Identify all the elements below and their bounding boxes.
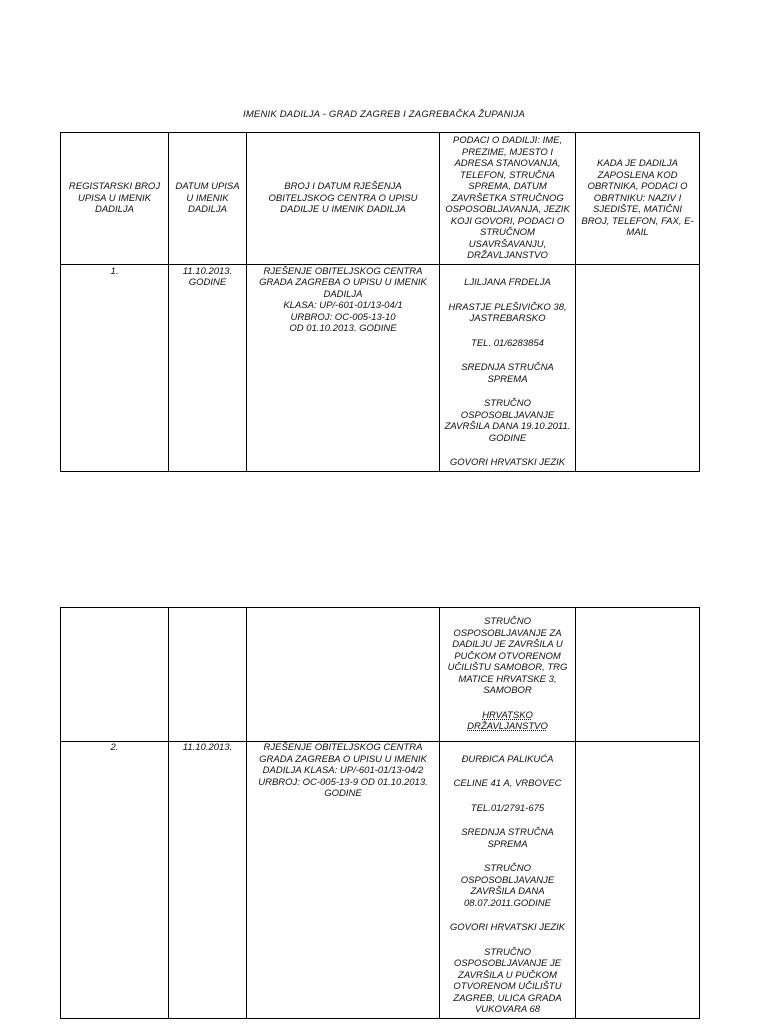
header-nanny-info: PODACI O DADILJI: IME, PREZIME, MJESTO I ADRESA STANOVANJA, TELEFON, STRUČNA SPREMA, DATUM ZAVRŠETKA STRUČNOG OSPOSOBLJAVANJA, JEZIK KOJI GOVORI, PODACI O STRUČNOM USAVRŠAVANJU, DRŽAVLJANSTVO — [440, 133, 576, 265]
entry-1-language: GOVORI HRVATSKI JEZIK — [449, 457, 566, 468]
entry-1-phone: TEL. 01/6283854 — [471, 337, 544, 349]
entry-1-decision-class: KLASA: UP/-601-01/13-04/1 — [283, 300, 403, 311]
entry-1-nanny-info — [440, 264, 576, 471]
continuation-training-detail: STRUČNO OSPOSOBLJAVANJE ZA DADILJU JE ZAVRŠILA U PUČKOM OTVORENOM UČILIŠTU SAMOBOR, TRG MATICE HRVATSKE 3, SAMOBOR — [447, 616, 568, 696]
entry-2-training: STRUČNO OSPOSOBLJAVANJE ZAVRŠILA DANA 08.07.2011.GODINE — [460, 863, 555, 909]
entry-1-employer — [576, 264, 700, 471]
continuation-number — [61, 608, 169, 742]
entry-2-name: ĐURĐICA PALIKUĆA — [461, 753, 554, 765]
continuation-decision — [247, 608, 440, 742]
table-row-entry-1 — [61, 264, 700, 471]
entry-2-decision: RJEŠENJE OBITELJSKOG CENTRA GRADA ZAGREBA O UPISU U IMENIK DADILJA KLASA: UP/-601-01/13-04/2 URBROJ: OC-005-13-9 OD 01.10.2013. GODINE — [247, 742, 440, 1019]
entry-1-name: LJILJANA FRDELJA — [464, 277, 551, 288]
entry-2-number: 2. — [61, 742, 169, 1019]
header-registration-number: REGISTARSKI BROJ UPISA U IMENIK DADILJA — [61, 133, 169, 265]
entry-2-language: GOVORI HRVATSKI JEZIK — [449, 922, 566, 933]
entry-1-number: 1. — [61, 264, 169, 471]
entry-2-training-detail: STRUČNO OSPOSOBLJAVANJE JE ZAVRŠILA U PUČKOM OTVORENOM UČILIŠTU ZAGREB, ULICA GRADA VUKOVARA 68 — [453, 946, 562, 1015]
registry-table-page-1 — [60, 132, 700, 472]
header-decision: BROJ I DATUM RJEŠENJA OBITELJSKOG CENTRA O UPISU DADILJE U IMENIK DADILJA — [247, 133, 440, 265]
table-row-continuation — [61, 608, 700, 742]
entry-1-training: STRUČNO OSPOSOBLJAVANJE ZAVRŠILA DANA 19.10.2011. GODINE — [444, 398, 571, 444]
entry-1-decision-urbroj: URBROJ: OC-005-13-10 — [290, 311, 396, 323]
entry-2-phone: TEL.01/2791-675 — [470, 802, 545, 814]
entry-2-education: SREDNJA STRUČNA SPREMA — [461, 827, 554, 850]
document-title: IMENIK DADILJA - GRAD ZAGREB I ZAGREBAČKA ŽUPANIJA — [242, 109, 526, 120]
entry-2-employer — [576, 742, 700, 1019]
entry-1-decision-title: RJEŠENJE OBITELJSKOG CENTRA GRADA ZAGREBA O UPISU U IMENIK DADILJA — [259, 265, 427, 300]
entry-2-address: CELINE 41 A, VRBOVEC — [453, 778, 562, 789]
entry-2-date: 11.10.2013. — [169, 742, 247, 1019]
entry-1-address: HRASTJE PLEŠIVIČKO 38, JASTREBARSKO — [448, 301, 567, 324]
continuation-date — [169, 608, 247, 742]
continuation-nanny-info — [440, 608, 576, 742]
table-header-row — [61, 133, 700, 265]
continuation-employer — [576, 608, 700, 742]
continuation-citizenship: HRVATSKO DRŽAVLJANSTVO — [467, 709, 548, 732]
entry-1-decision — [247, 264, 440, 471]
entry-1-decision-date: OD 01.10.2013. GODINE — [289, 323, 397, 334]
header-employer-info: KADA JE DADILJA ZAPOSLENA KOD OBRTNIKA, PODACI O OBRTNIKU: NAZIV I SJEDIŠTE, MATIČNI BROJ, TELEFON, FAX, E-MAIL — [576, 133, 700, 265]
registry-table-page-2 — [60, 607, 700, 1019]
entry-2-nanny-info — [440, 742, 576, 1019]
header-registration-date: DATUM UPISA U IMENIK DADILJA — [169, 133, 247, 265]
entry-1-date: 11.10.2013. GODINE — [169, 264, 247, 471]
entry-1-education: SREDNJA STRUČNA SPREMA — [461, 362, 554, 385]
table-row-entry-2 — [61, 742, 700, 1019]
